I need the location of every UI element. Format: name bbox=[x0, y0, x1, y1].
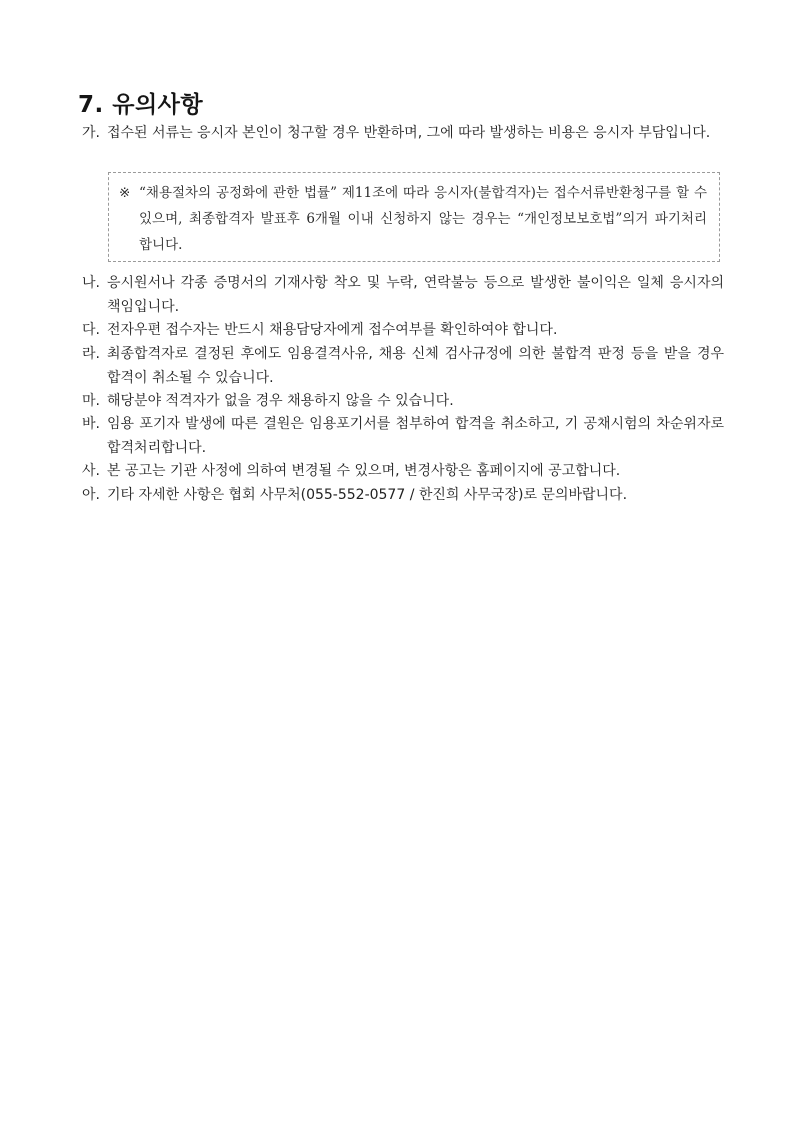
notice-item-a bbox=[82, 483, 724, 507]
reference-mark-icon: ※ bbox=[119, 185, 131, 201]
item-marker: 가. bbox=[82, 125, 100, 141]
item-text: 전자우편 접수자는 반드시 채용담당자에게 접수여부를 확인하여야 합니다. bbox=[107, 322, 558, 338]
item-marker: 바. bbox=[82, 416, 100, 432]
item-marker: 사. bbox=[82, 463, 100, 479]
item-marker: 라. bbox=[82, 346, 100, 362]
legal-note-text: “채용절차의 공정화에 관한 법률” 제11조에 따라 응시자(불합격자)는 접수서류반환청구를 할 수 있으며, 최종합격자 발표후 6개월 이내 신청하지 않는 경우는 “개인정보보호법”의거 파기처리 합니다. bbox=[139, 185, 707, 253]
item-text: 기타 자세한 사항은 협회 사무처(055-552-0577 / 한진희 사무국장)로 문의바랍니다. bbox=[107, 487, 628, 503]
notice-item-ba bbox=[82, 412, 724, 460]
item-text: 임용 포기자 발생에 따른 결원은 임용포기서를 첨부하여 합격을 취소하고, 기 공채시험의 차순위자로 합격처리합니다. bbox=[107, 416, 724, 456]
item-marker: 아. bbox=[82, 487, 100, 503]
notice-item-ma bbox=[82, 389, 724, 413]
notice-item-da bbox=[82, 318, 724, 342]
item-text: 해당분야 적격자가 없을 경우 채용하지 않을 수 있습니다. bbox=[107, 393, 454, 409]
item-text: 최종합격자로 결정된 후에도 임용결격사유, 채용 신체 검사규정에 의한 불합격 판정 등을 받을 경우 합격이 취소될 수 있습니다. bbox=[107, 346, 724, 386]
item-marker: 다. bbox=[82, 322, 100, 338]
notice-item-sa bbox=[82, 459, 724, 483]
notice-item-na bbox=[82, 271, 724, 319]
notice-item-ra bbox=[82, 342, 724, 390]
item-text: 접수된 서류는 응시자 본인이 청구할 경우 반환하며, 그에 따라 발생하는 비용은 응시자 부담입니다. bbox=[107, 125, 711, 141]
section-title: 7. 유의사항 bbox=[78, 92, 204, 118]
legal-note-box bbox=[108, 172, 720, 262]
item-text: 응시원서나 각종 증명서의 기재사항 착오 및 누락, 연락불능 등으로 발생한 불이익은 일체 응시자의 책임입니다. bbox=[107, 275, 724, 315]
notice-item-ga bbox=[82, 121, 724, 145]
item-text: 본 공고는 기관 사정에 의하여 변경될 수 있으며, 변경사항은 홈페이지에 공고합니다. bbox=[107, 463, 621, 479]
item-marker: 마. bbox=[82, 393, 100, 409]
item-marker: 나. bbox=[82, 275, 100, 291]
